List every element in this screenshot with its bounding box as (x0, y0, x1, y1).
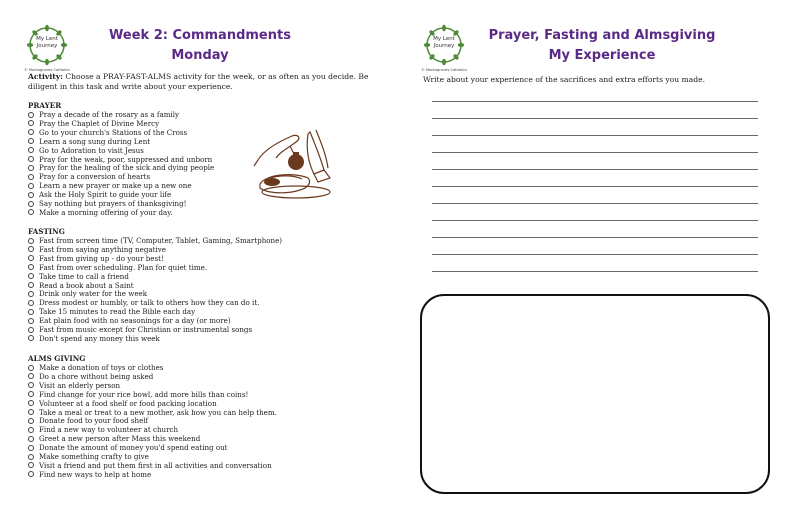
fasting-heading: FASTING (28, 227, 65, 236)
checklist-item-label: Find new ways to help at home (39, 469, 152, 479)
checklist-item (28, 471, 277, 480)
checkbox-circle-icon[interactable] (28, 454, 34, 460)
checkbox-circle-icon[interactable] (28, 291, 34, 297)
checklist-item-label: Pray a decade of the rosary as a family (39, 110, 180, 119)
writing-instruction: Write about your experience of the sacrifices and extra efforts you made. (423, 75, 706, 84)
writing-line[interactable] (432, 169, 758, 170)
checklist-item-label: Find a new way to volunteer at church (39, 425, 179, 435)
checkbox-circle-icon[interactable] (28, 138, 34, 144)
title-line1: Prayer, Fasting and Almsgiving (488, 28, 716, 43)
checkbox-circle-icon[interactable] (28, 147, 34, 153)
logo-copyright: © Montagnards Catholics (24, 68, 70, 72)
prayer-list (28, 111, 214, 218)
checklist-item-label: Visit a friend and put them first in all activities and conversation (39, 460, 272, 470)
checklist-item-label: Take a meal or treat to a new mother, ask how you can help them. (39, 407, 277, 417)
checklist-item-label: Fast from giving up - do your best! (39, 253, 164, 263)
checkbox-circle-icon[interactable] (28, 418, 34, 424)
alms-heading: ALMS GIVING (28, 354, 86, 363)
checklist-item-label: Fast from screen time (TV, Computer, Tablet, Gaming, Smartphone) (39, 236, 283, 245)
checkbox-circle-icon[interactable] (28, 264, 34, 270)
checklist-item-label: Ask the Holy Spirit to guide your life (39, 190, 172, 200)
page-title (100, 26, 300, 66)
writing-line[interactable] (432, 271, 758, 272)
checkbox-circle-icon[interactable] (28, 409, 34, 415)
checkbox-circle-icon[interactable] (28, 318, 34, 324)
checkbox-circle-icon[interactable] (28, 209, 34, 215)
logo-line2: Journey (36, 42, 58, 49)
checklist-item-label: Make a morning offering of your day. (39, 207, 173, 217)
lent-journey-logo (24, 24, 70, 72)
writing-line[interactable] (432, 152, 758, 153)
checkbox-circle-icon[interactable] (28, 201, 34, 207)
checkbox-circle-icon[interactable] (28, 273, 34, 279)
checkbox-circle-icon[interactable] (28, 445, 34, 451)
checkbox-circle-icon[interactable] (28, 462, 34, 468)
checkbox-circle-icon[interactable] (28, 391, 34, 397)
checklist-item (28, 209, 214, 218)
checklist-item-label: Make a donation of toys or clothes (39, 363, 164, 372)
checkbox-circle-icon[interactable] (28, 238, 34, 244)
checklist-item-label: Fast from saying anything negative (39, 244, 166, 254)
title-line1: Week 2: Commandments (109, 28, 291, 43)
fasting-list (28, 237, 282, 344)
checkbox-circle-icon[interactable] (28, 165, 34, 171)
writing-line[interactable] (432, 118, 758, 119)
writing-line[interactable] (432, 237, 758, 238)
checklist-item-label: Say nothing but prayers of thanksgiving! (39, 199, 187, 209)
checklist-item-label: Don't spend any money this week (39, 333, 160, 343)
checkbox-circle-icon[interactable] (28, 174, 34, 180)
writing-line[interactable] (432, 135, 758, 136)
title-line2: My Experience (548, 48, 656, 63)
checkbox-circle-icon[interactable] (28, 300, 34, 306)
checklist-item-label: Volunteer at a food shelf or food packing location (39, 398, 217, 408)
checklist-item-label: Go to Adoration to visit Jesus (39, 145, 144, 155)
checklist-item-label: Learn a song sung during Lent (39, 136, 151, 146)
writing-line[interactable] (432, 101, 758, 102)
checklist-item (28, 335, 282, 344)
checkbox-circle-icon[interactable] (28, 255, 34, 261)
checklist-item-label: Make something crafty to give (39, 452, 149, 462)
lent-journey-logo (421, 24, 467, 72)
title-line2: Monday (171, 48, 229, 63)
checklist-item-label: Take time to call a friend (39, 271, 129, 281)
drawing-box[interactable] (420, 294, 770, 494)
checklist-item-label: Donate the amount of money you'd spend eating out (39, 443, 228, 453)
checklist-item-label: Do a chore without being asked (39, 371, 154, 381)
logo-copyright: © Montagnards Catholics (421, 68, 467, 72)
checklist-item-label: Pray the Chaplet of Divine Mercy (39, 118, 160, 128)
logo-line1: My Lent (36, 36, 58, 42)
checklist-item-label: Find change for your rice bowl, add more bills than coins! (39, 389, 249, 399)
writing-line[interactable] (432, 220, 758, 221)
checkbox-circle-icon[interactable] (28, 246, 34, 252)
checkbox-circle-icon[interactable] (28, 156, 34, 162)
page-title (482, 26, 722, 66)
checklist-item-label: Pray for the healing of the sick and dying people (39, 163, 215, 173)
checklist-item-label: Pray for a conversion of hearts (39, 172, 151, 182)
checkbox-circle-icon[interactable] (28, 112, 34, 118)
checklist-item-label: Drink only water for the week (39, 289, 148, 299)
activity-label: Activity: (28, 72, 63, 81)
checklist-item-label: Read a book about a Saint (39, 280, 134, 290)
checklist-item-label: Fast from music except for Christian or instrumental songs (39, 325, 253, 335)
logo-text (26, 36, 68, 49)
alms-list (28, 364, 277, 480)
checkbox-circle-icon[interactable] (28, 129, 34, 135)
checkbox-circle-icon[interactable] (28, 471, 34, 477)
checkbox-circle-icon[interactable] (28, 309, 34, 315)
checklist-item-label: Go to your church's Stations of the Cross (39, 127, 188, 137)
checklist-item-label: Eat plain food with no seasonings for a day (or more) (39, 316, 231, 326)
activity-instructions (28, 72, 378, 92)
checkbox-circle-icon[interactable] (28, 192, 34, 198)
checklist-item-label: Visit an elderly person (39, 380, 121, 390)
checklist-item-label: Fast from over scheduling. Plan for quiet time. (39, 262, 208, 272)
checkbox-circle-icon[interactable] (28, 427, 34, 433)
checklist-item-label: Learn a new prayer or make up a new one (39, 181, 192, 191)
checkbox-circle-icon[interactable] (28, 365, 34, 371)
writing-line[interactable] (432, 203, 758, 204)
checklist-item-label: Pray for the weak, poor, suppressed and unborn (39, 154, 213, 164)
writing-line[interactable] (432, 186, 758, 187)
checklist-item-label: Greet a new person after Mass this weekend (39, 434, 201, 444)
activity-text: Choose a PRAY-FAST-ALMS activity for the week, or as often as you decide. Be diligent in this task and write about your experience. (28, 72, 369, 91)
praying-hands-bread-illustration (250, 122, 340, 202)
checkbox-circle-icon[interactable] (28, 382, 34, 388)
logo-text (423, 36, 465, 49)
checkbox-circle-icon[interactable] (28, 183, 34, 189)
checkbox-circle-icon[interactable] (28, 327, 34, 333)
checkbox-circle-icon[interactable] (28, 120, 34, 126)
checkbox-circle-icon[interactable] (28, 373, 34, 379)
checklist-item-label: Dress modest or humbly, or talk to others how they can do it. (39, 298, 260, 308)
logo-line2: Journey (433, 42, 455, 49)
writing-line[interactable] (432, 254, 758, 255)
checkbox-circle-icon[interactable] (28, 400, 34, 406)
checkbox-circle-icon[interactable] (28, 282, 34, 288)
checklist-item-label: Take 15 minutes to read the Bible each day (39, 307, 196, 317)
checklist-item-label: Donate food to your food shelf (39, 416, 149, 426)
checkbox-circle-icon[interactable] (28, 436, 34, 442)
checkbox-circle-icon[interactable] (28, 335, 34, 341)
prayer-heading: PRAYER (28, 101, 62, 110)
logo-line1: My Lent (433, 36, 455, 42)
